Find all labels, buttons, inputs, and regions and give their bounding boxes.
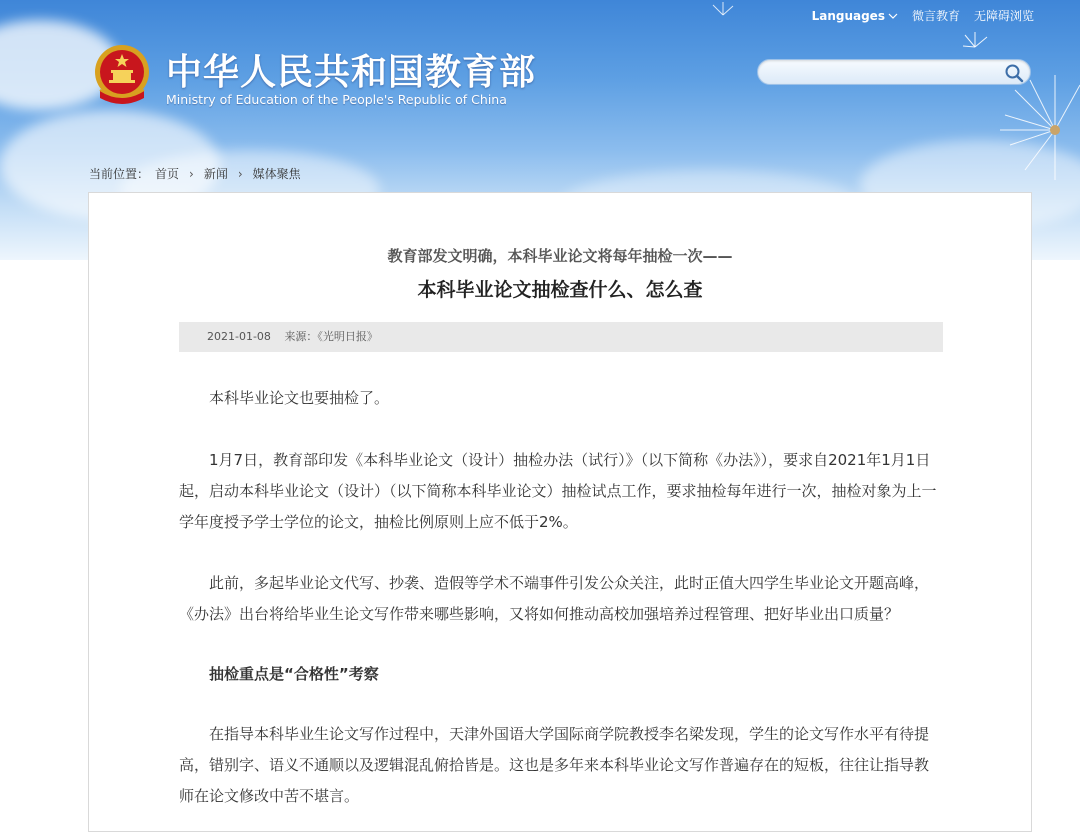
article-paragraph: 在指导本科毕业生论文写作过程中，天津外国语大学国际商学院教授李名梁发现，学生的论文写作水平有待提高，错别字、语义不通顺以及逻辑混乱俯拾皆是。这也是多年来本科毕业论文写作普遍存在的短板，往往让指导教师在论文修改中苦不堪言。: [179, 725, 930, 805]
breadcrumb-news[interactable]: 新闻: [203, 167, 228, 181]
chevron-right-icon: ›: [237, 166, 243, 181]
weibo-link[interactable]: 微言教育: [911, 9, 960, 23]
article-subtitle: 教育部发文明确，本科毕业论文将每年抽检一次——: [387, 247, 733, 265]
site-title-chinese: 中华人民共和国教育部: [166, 52, 537, 93]
seed-decoration-icon: [960, 32, 990, 62]
accessibility-link[interactable]: 无障碍浏览: [973, 9, 1034, 23]
dandelion-decoration-icon: [985, 70, 1080, 180]
search-box: [757, 59, 1031, 85]
breadcrumb: [89, 165, 301, 182]
breadcrumb-media-focus[interactable]: 媒体聚焦: [252, 167, 301, 181]
search-input[interactable]: [770, 63, 994, 83]
national-emblem-icon: [90, 42, 154, 110]
breadcrumb-prefix: 当前位置：: [89, 167, 150, 181]
article-date: 2021-01-08: [207, 330, 271, 343]
breadcrumb-home[interactable]: 首页: [155, 167, 180, 181]
section-heading: 抽检重点是“合格性”考察: [209, 665, 379, 683]
article-paragraph: 本科毕业论文也要抽检了。: [209, 389, 390, 407]
seed-decoration-icon: [710, 2, 736, 28]
top-utility-bar: [812, 7, 1034, 24]
article-title: 本科毕业论文抽检查什么、怎么查: [417, 279, 703, 301]
chevron-down-icon: [888, 12, 898, 20]
article-paragraph: 此前，多起毕业论文代写、抄袭、造假等学术不端事件引发公众关注，此时正值大四学生毕业论文开题高峰，《办法》出台将给毕业生论文写作带来哪些影响，又将如何推动高校加强培养过程管理、把好毕业出口质量？: [179, 574, 930, 623]
chevron-right-icon: ›: [189, 166, 194, 181]
article-paragraph: 1月7日，教育部印发《本科毕业论文（设计）抽检办法（试行）》（以下简称《办法》），要求自2021年1月1日起，启动本科毕业论文（设计）（以下简称本科毕业论文）抽检试点工作，要求抽检每年进行一次，抽检对象为上一学年度授予学士学位的论文，抽检比例原则上应不低于2%。: [179, 451, 937, 531]
search-icon[interactable]: [1004, 63, 1024, 83]
languages-label: Languages: [811, 8, 885, 23]
article-container: [88, 192, 1032, 832]
languages-menu[interactable]: [812, 9, 898, 23]
article-source: 来源：《光明日报》: [284, 330, 378, 343]
site-title-english: Ministry of Education of the People's Republic of China: [166, 92, 507, 107]
article-meta-bar: [179, 322, 943, 352]
